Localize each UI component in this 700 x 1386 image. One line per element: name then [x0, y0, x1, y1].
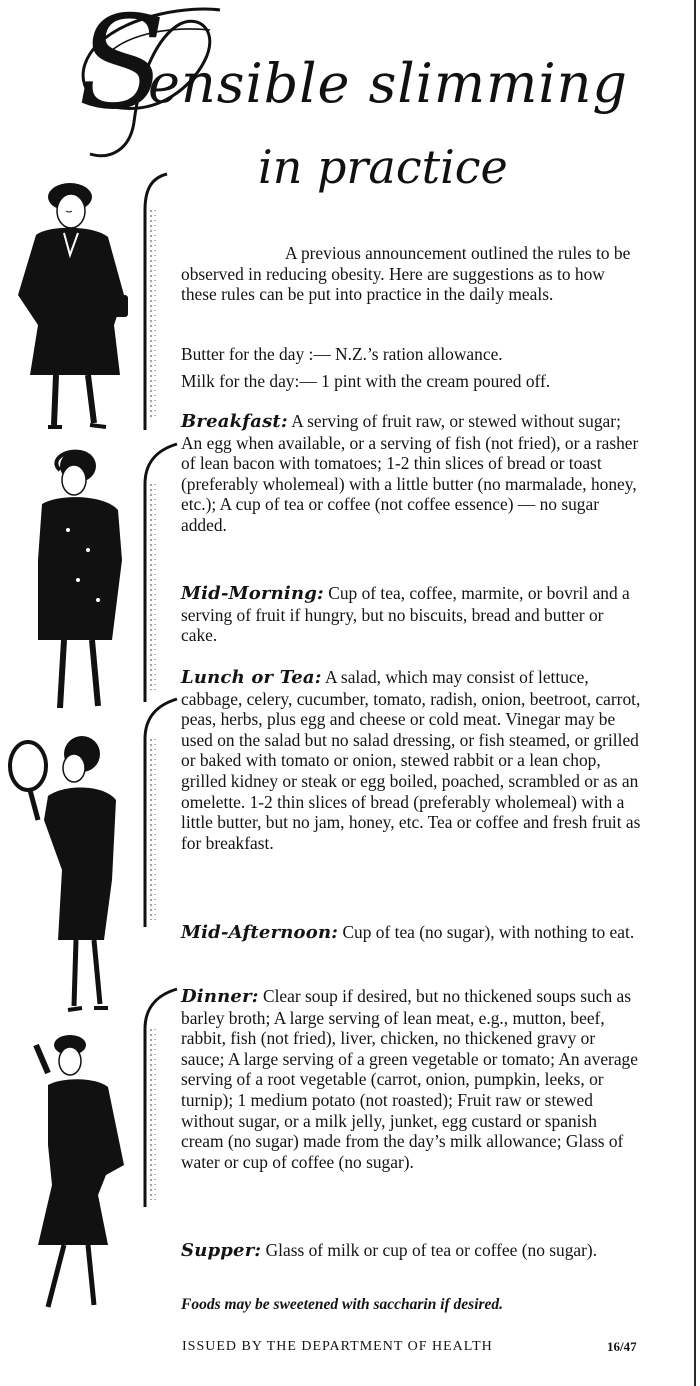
title-line-2: in practice	[258, 140, 508, 194]
lunch-section	[181, 667, 641, 853]
title-line-1: ensible slimming	[148, 52, 628, 115]
sweetener-note: Foods may be sweetened with saccharin if desired.	[181, 1296, 504, 1313]
intro-section	[181, 243, 641, 305]
dinner-text: Clear soup if desired, but no thickened soups such as barley broth; A large serving of lean meat, e.g., mutton, beef, rabbit, fish (not fried), liver, chicken, no thickened gravy or sauce; A large serving of a green vegetable or tomato; An average serving of a root vegetable (carrot, onion, pumpkin, leeks, or turnip); 1 medium potato (not roasted); Fruit raw or stewed without sugar, or a milk jelly, junket, egg custard or spanish cream (no sugar) made from the day’s milk allowance; Glass of water or cup of coffee (no sugar).	[181, 986, 638, 1172]
mid-morning-section	[181, 583, 641, 646]
dinner-section	[181, 986, 641, 1172]
decorative-bracket-1	[131, 170, 171, 440]
woman-figure-4-illustration	[8, 1025, 138, 1315]
dinner-heading: Dinner:	[181, 986, 259, 1007]
lunch-text: A salad, which may consist of lettuce, cabbage, celery, cucumber, tomato, radish, onion, beetroot, carrot, peas, herbs, plus egg and cheese or cold meat. Vinegar may be used on the salad but no salad dressing, or fish steamed, or grilled or baked with tomato or onion, stewed rabbit or a lean chop, grilled kidney or steak or egg boiled, poached, scrambled or as an omelette. 1-2 thin slices of bread (preferably wholemeal) with a little butter, but no jam, honey, etc. Tea or coffee and fresh fruit as for breakfast.	[181, 667, 641, 853]
supper-heading: Supper:	[181, 1240, 262, 1261]
publication-code: 16/47	[607, 1339, 637, 1354]
page-edge-line	[694, 0, 696, 1386]
sweetener-section	[181, 1295, 641, 1316]
lunch-heading: Lunch or Tea:	[181, 667, 322, 688]
mid-afternoon-section	[181, 922, 641, 944]
mid-morning-text: Cup of tea, coffee, marmite, or bovril and a serving of fruit if hungry, but no biscuits, bread and butter or cake.	[181, 583, 630, 646]
supper-section	[181, 1240, 641, 1262]
woman-figure-2-illustration	[8, 440, 138, 720]
supper-text: Glass of milk or cup of tea or coffee (no sugar).	[265, 1240, 598, 1260]
rations-section	[181, 344, 651, 391]
intro-paragraph: A previous announcement outlined the rules to be observed in reducing obesity. Here are suggestions as to how these rules can be put into practice in the daily meals.	[181, 243, 631, 305]
butter-line: Butter for the day :— N.Z.’s ration allowance.	[181, 344, 503, 364]
mid-morning-heading: Mid-Morning:	[181, 583, 324, 604]
breakfast-text: A serving of fruit raw, or stewed without sugar; An egg when available, or a serving of fish (not fried), or a rasher of lean bacon with tomatoes; 1-2 thin slices of bread or toast (preferably wholemeal) with a little butter (no marmalade, honey, etc.); A cup of tea or coffee (not coffee essence) — no sugar added.	[181, 411, 639, 535]
mid-afternoon-text: Cup of tea (no sugar), with nothing to eat.	[342, 922, 635, 942]
decorative-bracket-2	[131, 440, 181, 710]
milk-line: Milk for the day:— 1 pint with the cream poured off.	[181, 370, 551, 391]
mid-afternoon-heading: Mid-Afternoon:	[181, 922, 339, 943]
decorative-bracket-4	[131, 985, 181, 1215]
title-initial: S	[78, 0, 166, 138]
breakfast-heading: Breakfast:	[181, 411, 288, 432]
breakfast-section	[181, 411, 641, 536]
issuer-footer: ISSUED BY THE DEPARTMENT OF HEALTH	[182, 1339, 493, 1354]
woman-figure-1-illustration	[8, 175, 138, 440]
woman-figure-3-illustration	[8, 720, 138, 1020]
decorative-bracket-3	[131, 695, 181, 935]
